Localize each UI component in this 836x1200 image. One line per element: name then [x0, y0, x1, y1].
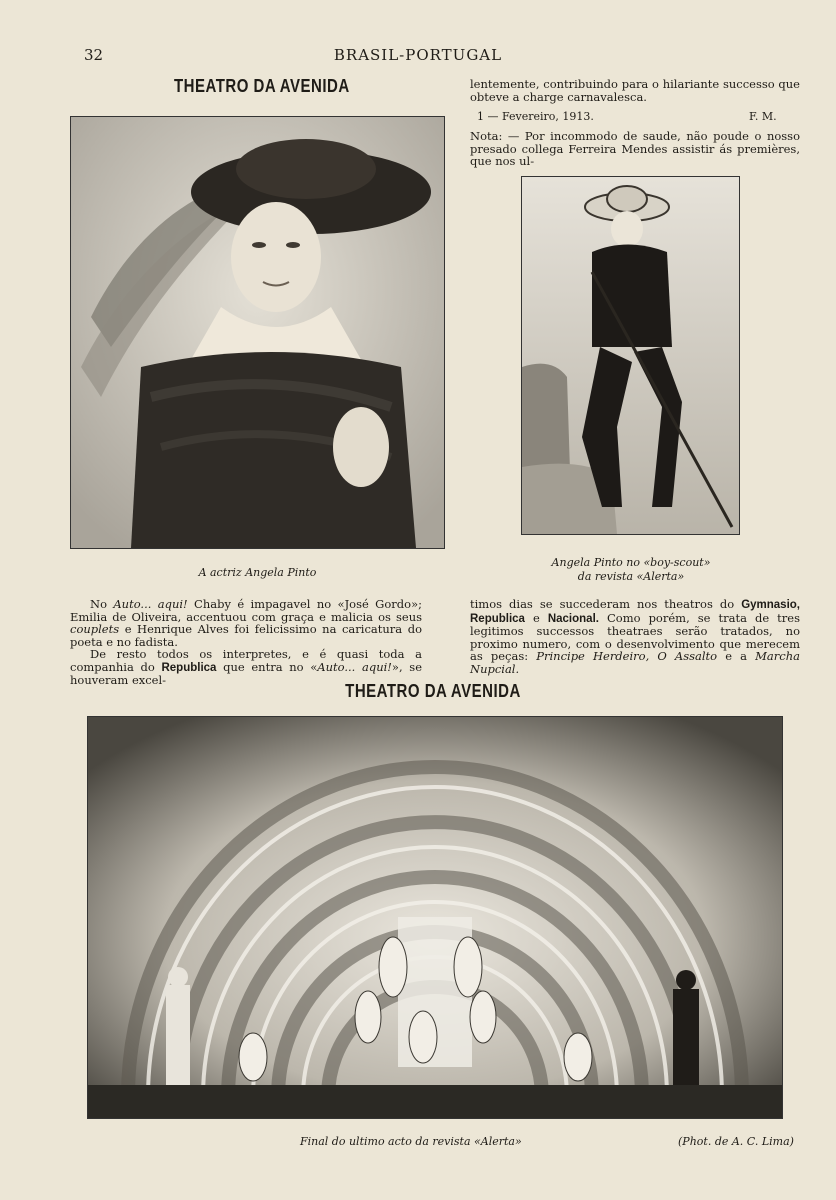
stage-illustration [88, 717, 782, 1118]
scout-caption-line1: Angela Pinto no «boy-scout» [551, 556, 711, 569]
dateline-date: 1 — Fevereiro, 1913. [477, 110, 594, 123]
photo-credit: (Phot. de A. C. Lima) [678, 1135, 794, 1148]
portrait-caption: A actriz Angela Pinto [198, 566, 317, 579]
nota-paragraph: Nota: — Por incommodo de saude, não poude o nosso presado collega Ferreira Mendes assistir ás premières, que nos ul- [470, 129, 800, 168]
stage-caption: Final do ultimo acto da revista «Alerta» [300, 1135, 522, 1148]
portrait-illustration [71, 117, 444, 548]
body-text-right: timos dias se succederam nos theatros do Gymnasio, Republica e Nacional. Como porém, se trata de tres legitimos successos theatraes serão tratados, no proximo numero, com o desenvolvimento que merecem as peças: Principe Herdeiro, O Assalto e a Marcha Nupcial. [470, 597, 800, 676]
intro-paragraph: lentemente, contribuindo para o hilariante successo que obteve a charge carnavalesca. [470, 77, 800, 104]
mid-heading: THEATRO DA AVENIDA [345, 681, 521, 702]
stage-photo [87, 716, 783, 1119]
running-title: BRASIL-PORTUGAL [333, 46, 503, 64]
scout-photo [521, 176, 740, 535]
page-number: 32 [84, 46, 104, 64]
body-text-left: No Auto... aqui! Chaby é impagavel no «José Gordo»; Emilia de Oliveira, accentuou com graça e malicia os seus couplets e Henrique Alves foi felicissimo na caricatura do poeta e no fadista. De resto todos os interpretes, e é quasi toda a companhia do Republica que entra no «Auto... aqui!», se houveram excel- [70, 597, 422, 687]
dateline-initials: F. M. [749, 110, 777, 123]
scout-illustration [522, 177, 739, 534]
top-heading: THEATRO DA AVENIDA [174, 76, 350, 97]
scout-caption-line2: da revista «Alerta» [577, 570, 685, 583]
portrait-photo [70, 116, 445, 549]
